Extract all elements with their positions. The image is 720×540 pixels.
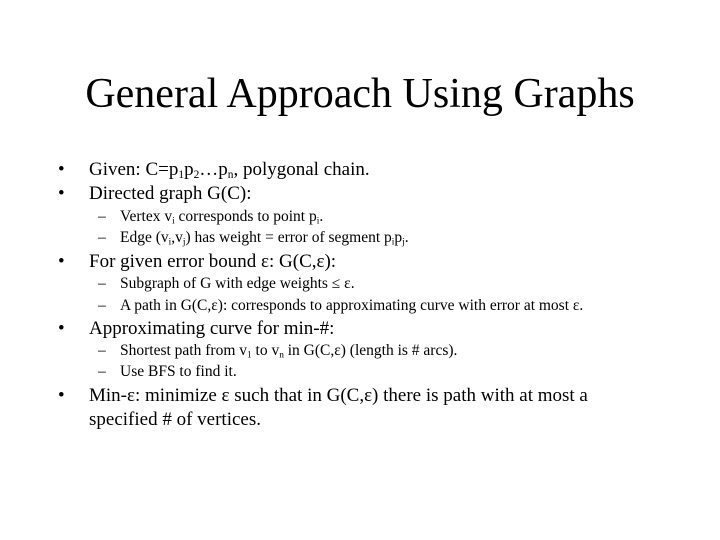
dash-icon: – — [98, 208, 106, 225]
bullet-icon: • — [58, 159, 65, 180]
sub-item-text: A path in G(C,ε): corresponds to approximating curve with error at most ε. — [120, 297, 584, 314]
sub-item-text: Vertex $v_i$ corresponds to point $p_i$. — [120, 208, 324, 227]
dash-icon: – — [98, 275, 106, 292]
item-text: Given: $C=p_1p_2\dots p_n$, polygonal chain. — [89, 159, 370, 181]
dash-icon: – — [98, 229, 106, 246]
bullet-icon: • — [58, 318, 65, 339]
sub-item-text: Shortest path from $v_1$ to $v_n$ in G(C,ε) (length is # arcs). — [120, 342, 458, 361]
dash-icon: – — [98, 363, 106, 380]
item-text: Directed graph G(C): — [89, 183, 252, 204]
item-text: For given error bound ε: G(C,ε): — [89, 251, 337, 272]
bullet-icon: • — [58, 251, 65, 272]
sub-item-text: Edge $(v_i,v_j)$ has weight = error of segment $p_ip_j$. — [120, 229, 409, 248]
item-text: Approximating curve for min-#: — [89, 318, 335, 339]
dash-icon: – — [98, 342, 106, 359]
dash-icon: – — [98, 297, 106, 314]
sub-item-text: Use BFS to find it. — [120, 363, 237, 380]
bullet-icon: • — [58, 385, 65, 406]
item-text: Min-ε: minimize ε such that in G(C,ε) there is path with at most a specified # of vertices. — [89, 385, 588, 430]
sub-item-text: Subgraph of G with edge weights ≤ ε. — [120, 275, 355, 292]
slide-title: General Approach Using Graphs — [85, 71, 635, 117]
bullet-icon: • — [58, 183, 65, 204]
